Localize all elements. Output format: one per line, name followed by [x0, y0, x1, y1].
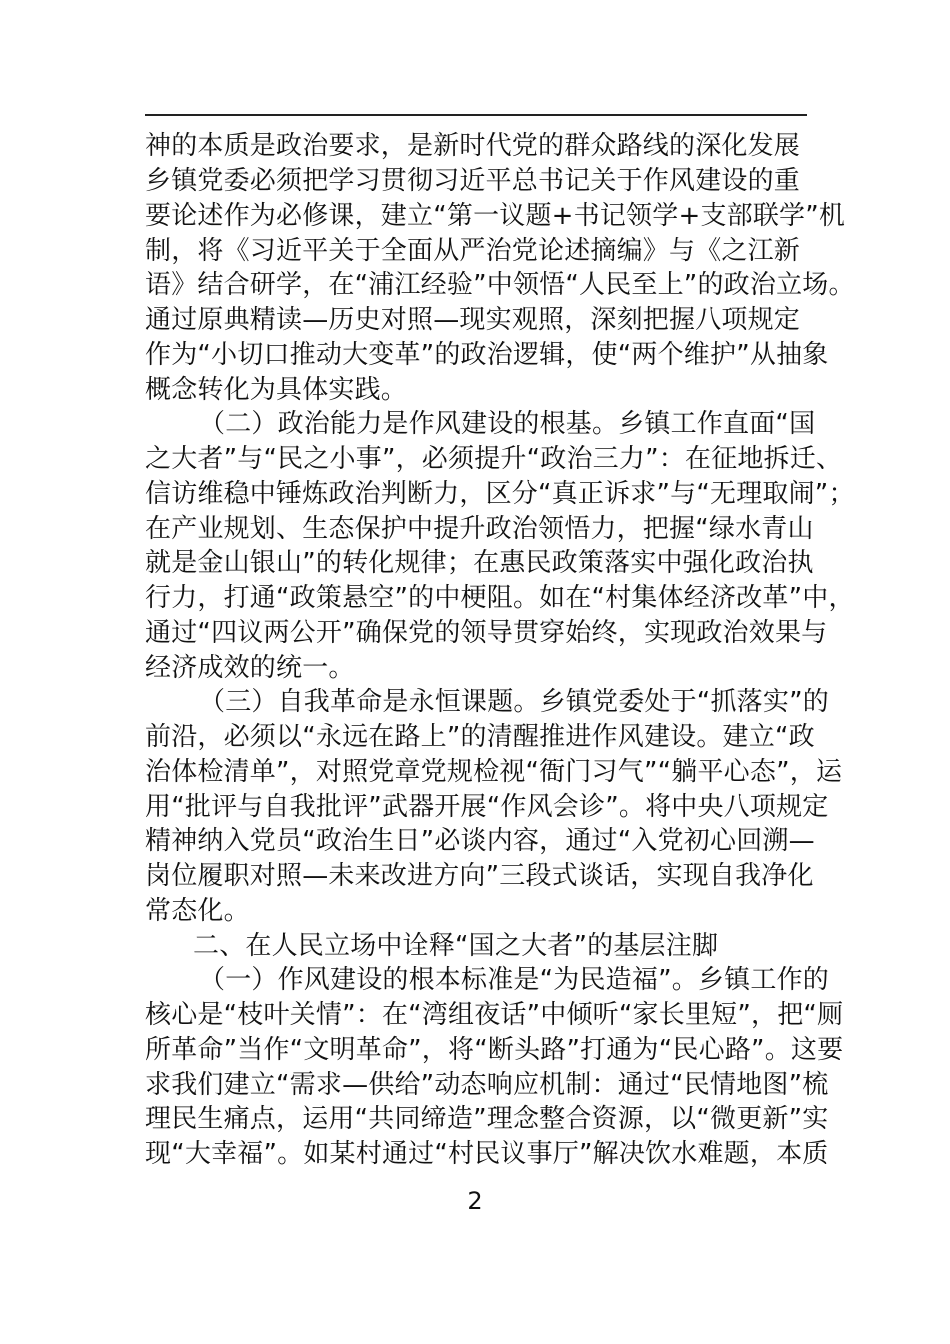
page-number: 2 — [467, 1187, 483, 1215]
text-line: 通过原典精读—历史对照—现实观照，深刻把握八项规定 — [145, 305, 801, 335]
text-line: 要论述作为必修课，建立“第一议题+书记领学+支部联学”机 — [145, 201, 846, 231]
text-line: 神的本质是政治要求，是新时代党的群众路线的深化发展 — [145, 131, 801, 161]
text-line: 信访维稳中锤炼政治判断力，区分“真正诉求”与“无理取闹”； — [145, 479, 855, 509]
text-line: 所革命”当作“文明革命”，将“断头路”打通为“民心路”。这要 — [145, 1035, 844, 1065]
paragraph-3-start: （三）自我革命是永恒课题。乡镇党委处于“抓落实”的 — [199, 687, 829, 717]
text-line: 治体检清单”，对照党章党规检视“衙门习气”“躺平心态”，运 — [145, 757, 843, 787]
text-line: 用“批评与自我批评”武器开展“作风会诊”。将中央八项规定 — [145, 792, 829, 822]
text-line: 在产业规划、生态保护中提升政治领悟力，把握“绿水青山 — [145, 514, 814, 544]
text-line: 概念转化为具体实践。 — [145, 375, 408, 405]
text-line: 制，将《习近平关于全面从严治党论述摘编》与《之江新 — [145, 236, 801, 266]
paragraph-2-start: （二）政治能力是作风建设的根基。乡镇工作直面“国 — [199, 409, 816, 439]
text-line: 经济成效的统一。 — [145, 653, 355, 683]
text-line: 理民生痛点，运用“共同缔造”理念整合资源，以“微更新”实 — [145, 1104, 829, 1134]
text-line: 就是金山银山”的转化规律；在惠民政策落实中强化政治执 — [145, 548, 814, 578]
text-line: 精神纳入党员“政治生日”必谈内容，通过“入党初心回溯— — [145, 826, 815, 856]
text-line: 语》结合研学，在“浦江经验”中领悟“人民至上”的政治立场。 — [145, 270, 855, 300]
paragraph-4-start: （一）作风建设的根本标准是“为民造福”。乡镇工作的 — [199, 965, 829, 995]
section-heading: 二、在人民立场中诠释“国之大者”的基层注脚 — [193, 931, 719, 961]
text-line: 岗位履职对照—未来改进方向”三段式谈话，实现自我净化 — [145, 861, 814, 891]
text-line: 通过“四议两公开”确保党的领导贯穿始终，实现政治效果与 — [145, 618, 828, 648]
text-line: 作为“小切口推动大变革”的政治逻辑，使“两个维护”从抽象 — [145, 340, 829, 370]
text-line: 之大者”与“民之小事”，必须提升“政治三力”：在征地拆迁、 — [145, 444, 843, 474]
header-rule — [145, 114, 807, 116]
text-line: 核心是“枝叶关情”：在“湾组夜话”中倾听“家长里短”，把“厕 — [145, 1000, 844, 1030]
text-line: 现“大幸福”。如某村通过“村民议事厅”解决饮水难题，本质 — [145, 1139, 829, 1169]
text-line: 行力，打通“政策悬空”的中梗阻。如在“村集体经济改革”中， — [145, 583, 855, 613]
text-line: 常态化。 — [145, 896, 250, 926]
text-line: 求我们建立“需求—供给”动态响应机制：通过“民情地图”梳 — [145, 1070, 829, 1100]
text-line: 前沿，必须以“永远在路上”的清醒推进作风建设。建立“政 — [145, 722, 815, 752]
text-line: 乡镇党委必须把学习贯彻习近平总书记关于作风建设的重 — [145, 166, 801, 196]
